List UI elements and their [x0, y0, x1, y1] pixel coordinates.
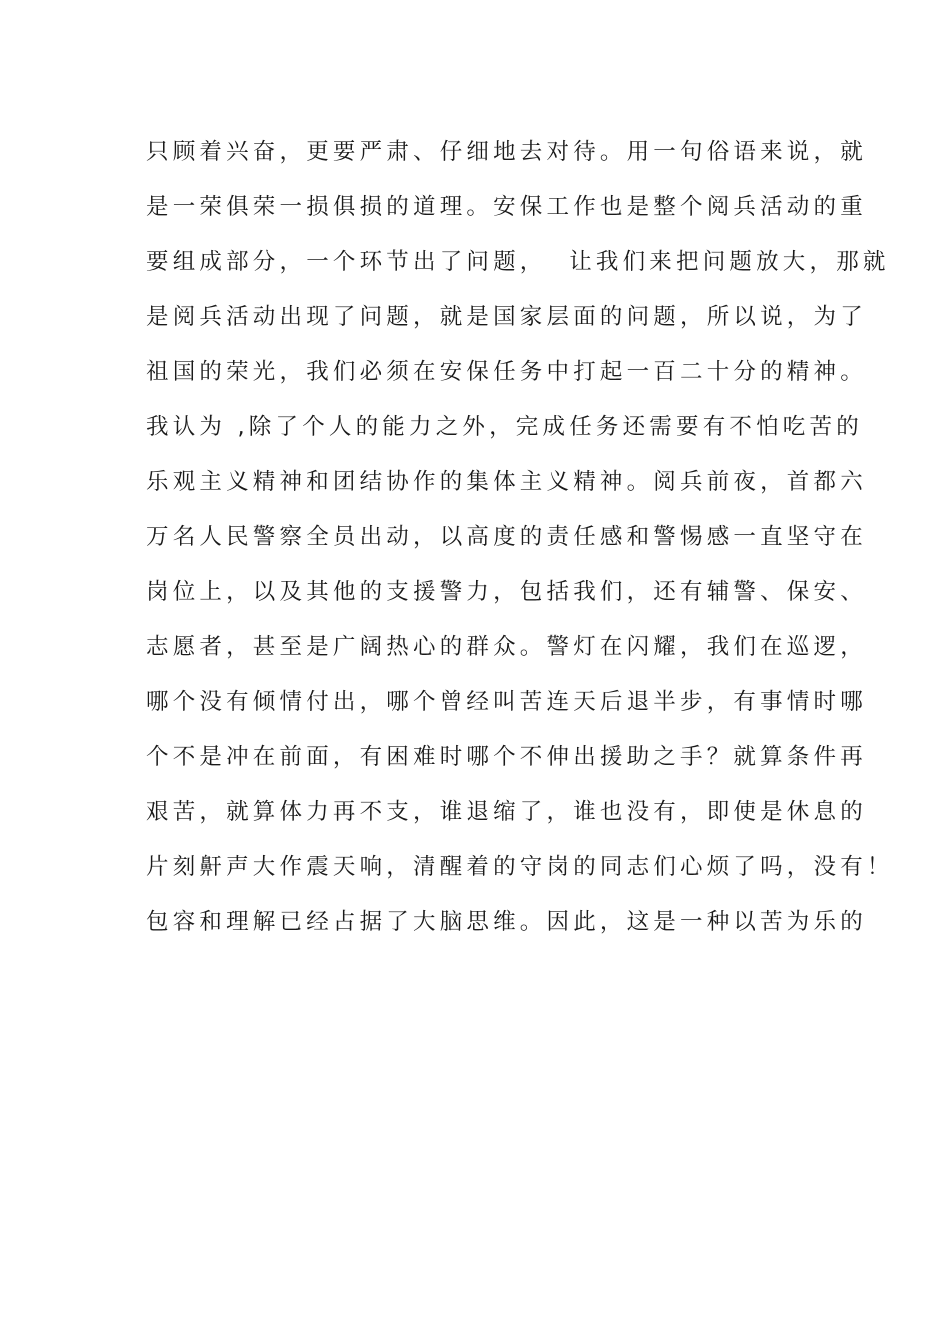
text-line: 哪个没有倾情付出，哪个曾经叫苦连天后退半步，有事情时哪: [146, 689, 867, 715]
text-line: 志愿者，甚至是广阔热心的群众。警灯在闪耀，我们在巡逻，: [146, 634, 867, 660]
text-line: 片刻鼾声大作震天响，清醒着的守岗的同志们心烦了吗，没有！: [146, 854, 894, 880]
text-line: 是阅兵活动出现了问题，就是国家层面的问题，所以说，为了: [146, 304, 867, 330]
text-line: 个不是冲在前面，有困难时哪个不伸出援助之手？就算条件再: [146, 744, 867, 770]
text-line: 是一荣俱荣一损俱损的道理。安保工作也是整个阅兵活动的重: [146, 194, 867, 220]
body-text: [146, 129, 894, 954]
text-line: 我认为 ,除了个人的能力之外，完成任务还需要有不怕吃苦的: [146, 414, 863, 440]
text-line: 要组成部分，一个环节出了问题， 让我们来把问题放大，那就: [146, 249, 890, 275]
text-line: 万名人民警察全员出动，以高度的责任感和警惕感一直坚守在: [146, 524, 867, 550]
text-line: 岗位上，以及其他的支援警力，包括我们，还有辅警、保安、: [146, 579, 867, 605]
text-line: 只顾着兴奋，更要严肃、仔细地去对待。用一句俗语来说，就: [146, 139, 867, 165]
text-line: 包容和理解已经占据了大脑思维。因此，这是一种以苦为乐的: [146, 909, 867, 935]
text-line: 乐观主义精神和团结协作的集体主义精神。阅兵前夜，首都六: [146, 469, 867, 495]
text-line: 艰苦，就算体力再不支，谁退缩了，谁也没有，即使是休息的: [146, 799, 867, 825]
text-line: 祖国的荣光，我们必须在安保任务中打起一百二十分的精神。: [146, 359, 867, 385]
